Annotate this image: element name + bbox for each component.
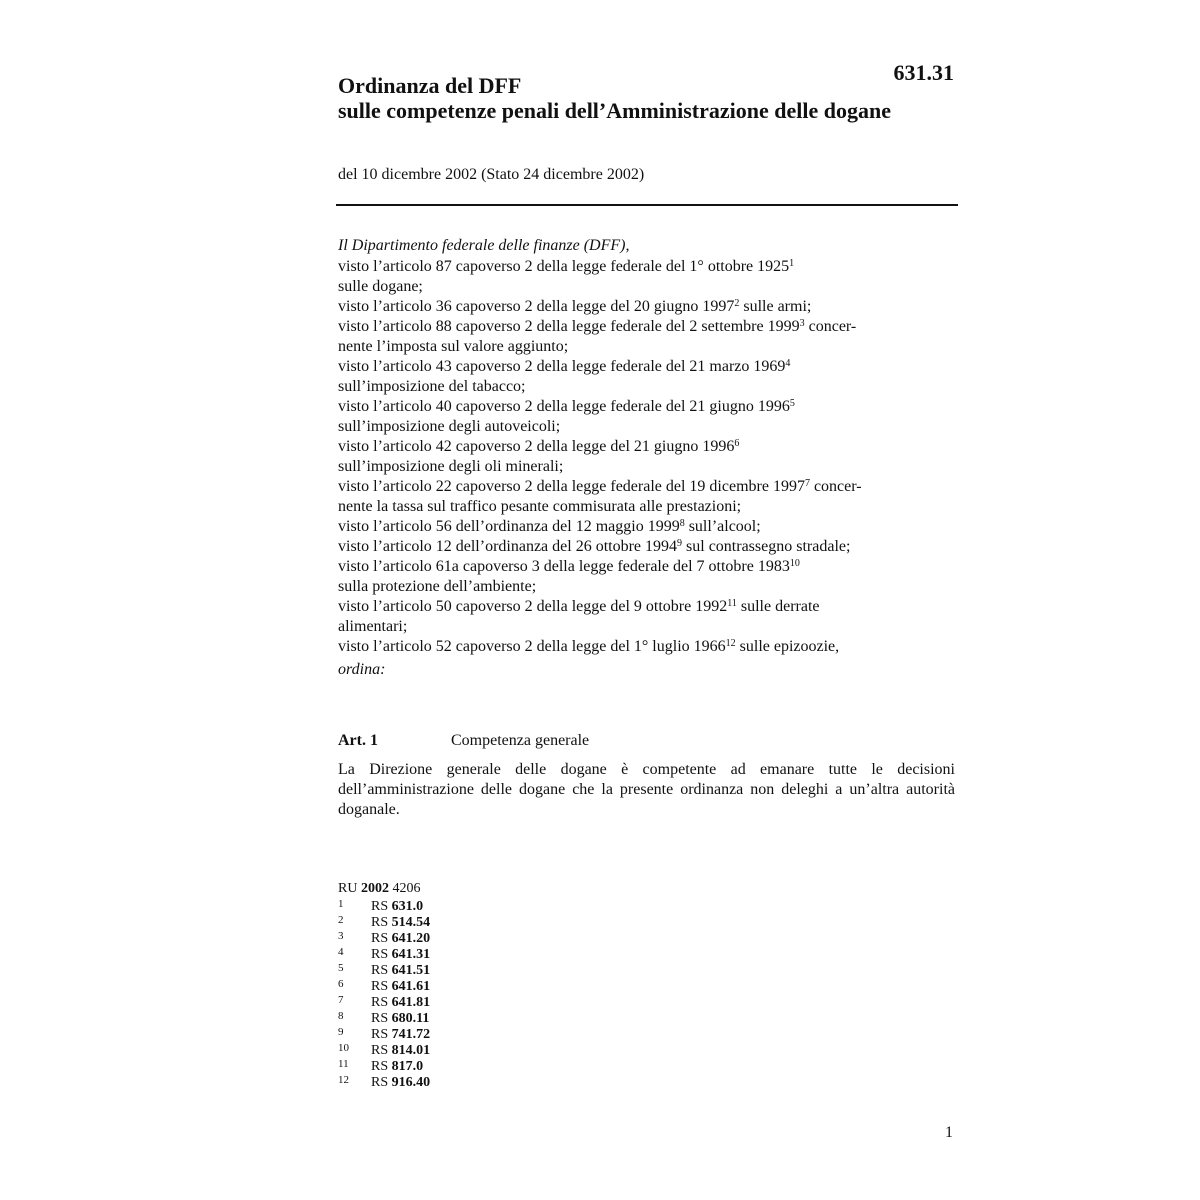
footnote-rs-number: 641.61 xyxy=(391,979,431,994)
preamble-line xyxy=(338,577,960,597)
footnote-ref[interactable]: 1 xyxy=(789,258,795,269)
footnotes xyxy=(338,881,431,1091)
footnote-item xyxy=(338,1058,424,1075)
preamble-line-text: sulla protezione dell’ambiente; xyxy=(338,578,537,595)
footnote-reference xyxy=(371,915,430,931)
footnote-list xyxy=(338,898,431,1091)
footnote-item xyxy=(338,994,431,1011)
footnote-item xyxy=(338,898,424,915)
footnote-number: 9 xyxy=(338,1026,344,1038)
preamble-line-text: sull’imposizione degli oli minerali; xyxy=(338,458,564,475)
footnote-rs-number: 514.54 xyxy=(391,915,431,930)
footnote-number: 11 xyxy=(338,1058,349,1070)
document-date: del 10 dicembre 2002 (Stato 24 dicembre 2002) xyxy=(338,166,645,183)
preamble-line-continuation: sulle epizoozie, xyxy=(735,638,840,655)
footnote-rs-number: 814.01 xyxy=(391,1043,431,1058)
footnote-rs-number: 741.72 xyxy=(391,1027,431,1042)
preamble-line-text: nente l’imposta sul valore aggiunto; xyxy=(338,338,569,355)
footnote-number: 6 xyxy=(338,978,344,990)
footnote-rs-number: 641.81 xyxy=(391,995,431,1010)
preamble-line-text: visto l’articolo 12 dell’ordinanza del 26 ottobre 1994 xyxy=(338,538,678,555)
footnote-rs-number: 916.40 xyxy=(391,1075,431,1090)
footnote-rs-number: 641.31 xyxy=(391,947,431,962)
preamble-line xyxy=(338,457,960,477)
footnote-item xyxy=(338,914,431,931)
footnote-ref[interactable]: 3 xyxy=(799,318,805,329)
footnote-item xyxy=(338,946,431,963)
preamble-line-continuation: sull’alcool; xyxy=(684,518,761,535)
preamble-line xyxy=(338,357,960,377)
article-heading: Competenza generale xyxy=(451,732,590,749)
page-number: 1 xyxy=(945,1124,953,1141)
footnote-ref[interactable]: 6 xyxy=(734,438,740,449)
preamble-line-text: visto l’articolo 40 capoverso 2 della legge federale del 21 giugno 1996 xyxy=(338,398,790,415)
ru-page: 4206 xyxy=(392,881,421,896)
preamble-line xyxy=(338,377,960,397)
preamble-lines xyxy=(338,257,960,657)
preamble-line-text: sull’imposizione degli autoveicoli; xyxy=(338,418,561,435)
footnote-ref[interactable]: 8 xyxy=(679,518,685,529)
footnote-rs-number: 631.0 xyxy=(391,899,424,914)
footnote-reference xyxy=(371,947,430,963)
document-title-line2: sulle competenze penali dell’Amministrazione delle dogane xyxy=(338,98,891,123)
preamble-line xyxy=(338,257,960,277)
footnote-reference xyxy=(371,963,430,979)
footnote-prefix: RS xyxy=(371,1075,389,1090)
preamble-line xyxy=(338,417,960,437)
article-text: La Direzione generale delle dogane è competente ad emanare tutte le decisioni dell’amministrazione delle dogane che la presente ordinanza non deleghi a un’altra autorità doganale. xyxy=(338,761,955,818)
preamble-line xyxy=(338,297,960,317)
footnote-reference xyxy=(371,931,430,947)
footnote-number: 7 xyxy=(338,994,344,1006)
article-number: Art. 1 xyxy=(338,732,378,749)
preamble-line xyxy=(338,497,960,517)
footnote-item xyxy=(338,930,431,947)
preamble-line-text: sulle dogane; xyxy=(338,278,423,295)
preamble-line-text: alimentari; xyxy=(338,618,408,635)
preamble-line-text: visto l’articolo 43 capoverso 2 della legge federale del 21 marzo 1969 xyxy=(338,358,786,375)
preamble-line-text: visto l’articolo 87 capoverso 2 della legge federale del 1° ottobre 1925 xyxy=(338,258,790,275)
preamble-line-text: visto l’articolo 36 capoverso 2 della legge del 20 giugno 1997 xyxy=(338,298,735,315)
preamble-line xyxy=(338,317,960,337)
preamble-line xyxy=(338,517,960,537)
preamble-line xyxy=(338,637,960,657)
footnote-ref[interactable]: 7 xyxy=(804,478,810,489)
footnote-number: 3 xyxy=(338,930,344,942)
preamble-line-continuation: sulle derrate xyxy=(736,598,820,615)
footnote-reference xyxy=(371,995,430,1011)
footnote-prefix: RS xyxy=(371,915,389,930)
footnote-reference xyxy=(371,1043,430,1059)
footnote-ref[interactable]: 4 xyxy=(785,358,791,369)
footnote-prefix: RS xyxy=(371,1011,389,1026)
footnote-ref[interactable]: 5 xyxy=(789,398,795,409)
footnote-prefix: RS xyxy=(371,1059,389,1074)
footnote-rs-number: 680.11 xyxy=(391,1011,430,1026)
preamble-line-text: visto l’articolo 42 capoverso 2 della legge del 21 giugno 1996 xyxy=(338,438,735,455)
preamble-line-text: visto l’articolo 22 capoverso 2 della legge federale del 19 dicembre 1997 xyxy=(338,478,805,495)
preamble-line xyxy=(338,337,960,357)
preamble-line-text: visto l’articolo 52 capoverso 2 della legge del 1° luglio 1966 xyxy=(338,638,726,655)
footnote-rs-number: 817.0 xyxy=(391,1059,424,1074)
footnote-prefix: RS xyxy=(371,1043,389,1058)
footnote-reference xyxy=(371,1075,430,1091)
footnote-number: 10 xyxy=(338,1042,349,1054)
footnote-number: 1 xyxy=(338,898,344,910)
preamble-line-continuation: sulle armi; xyxy=(739,298,812,315)
footnote-ru xyxy=(338,881,420,897)
preamble-line xyxy=(338,277,960,297)
footnote-prefix: RS xyxy=(371,947,389,962)
preamble-line xyxy=(338,397,960,417)
preamble-intro: Il Dipartimento federale delle finanze (DFF), xyxy=(338,237,630,254)
preamble-line-text: sull’imposizione del tabacco; xyxy=(338,378,526,395)
ru-prefix: RU xyxy=(338,881,358,896)
preamble-line xyxy=(338,597,960,617)
preamble-line xyxy=(338,477,960,497)
document-code: 631.31 xyxy=(893,60,954,85)
ru-year: 2002 xyxy=(360,881,389,896)
footnote-ref[interactable]: 11 xyxy=(727,598,737,609)
footnote-item xyxy=(338,1026,431,1043)
footnote-ref[interactable]: 9 xyxy=(677,538,683,549)
footnote-reference xyxy=(371,1011,429,1027)
footnote-ref[interactable]: 12 xyxy=(725,638,736,649)
footnote-number: 5 xyxy=(338,962,344,974)
footnote-reference xyxy=(371,1027,430,1043)
footnote-number: 8 xyxy=(338,1010,344,1022)
footnote-ref[interactable]: 2 xyxy=(734,298,740,309)
preamble-line-continuation: concer- xyxy=(809,478,862,495)
footnote-item xyxy=(338,978,431,995)
preamble xyxy=(338,235,960,683)
footnote-prefix: RS xyxy=(371,979,389,994)
footnote-prefix: RS xyxy=(371,931,389,946)
preamble-line xyxy=(338,557,960,577)
header-divider xyxy=(336,204,958,206)
footnote-item xyxy=(338,962,431,979)
footnote-prefix: RS xyxy=(371,899,389,914)
footnote-item xyxy=(338,1010,430,1027)
preamble-line-text: nente la tassa sul traffico pesante commisurata alle prestazioni; xyxy=(338,498,742,515)
footnote-number: 2 xyxy=(338,914,344,926)
preamble-line xyxy=(338,537,960,557)
footnote-item xyxy=(338,1074,431,1091)
footnote-number: 12 xyxy=(338,1074,349,1086)
footnote-prefix: RS xyxy=(371,995,389,1010)
footnote-prefix: RS xyxy=(371,1027,389,1042)
preamble-line-continuation: sul contrassegno stradale; xyxy=(682,538,851,555)
document-title-line1: Ordinanza del DFF xyxy=(338,73,522,98)
footnote-ref[interactable]: 10 xyxy=(789,558,800,569)
preamble-line xyxy=(338,617,960,637)
preamble-line-text: visto l’articolo 50 capoverso 2 della legge del 9 ottobre 1992 xyxy=(338,598,728,615)
footnote-prefix: RS xyxy=(371,963,389,978)
preamble-line-text: visto l’articolo 61a capoverso 3 della legge federale del 7 ottobre 1983 xyxy=(338,558,790,575)
footnote-reference xyxy=(371,979,430,995)
footnote-reference xyxy=(371,899,423,915)
article-header xyxy=(338,732,589,750)
footnote-rs-number: 641.51 xyxy=(391,963,431,978)
preamble-line-text: visto l’articolo 88 capoverso 2 della legge federale del 2 settembre 1999 xyxy=(338,318,800,335)
preamble-closing: ordina: xyxy=(338,661,386,678)
preamble-line-continuation: concer- xyxy=(804,318,857,335)
footnote-item xyxy=(338,1042,431,1059)
preamble-line-text: visto l’articolo 56 dell’ordinanza del 12 maggio 1999 xyxy=(338,518,680,535)
preamble-line xyxy=(338,437,960,457)
footnote-reference xyxy=(371,1059,423,1075)
footnote-number: 4 xyxy=(338,946,344,958)
footnote-rs-number: 641.20 xyxy=(391,931,431,946)
